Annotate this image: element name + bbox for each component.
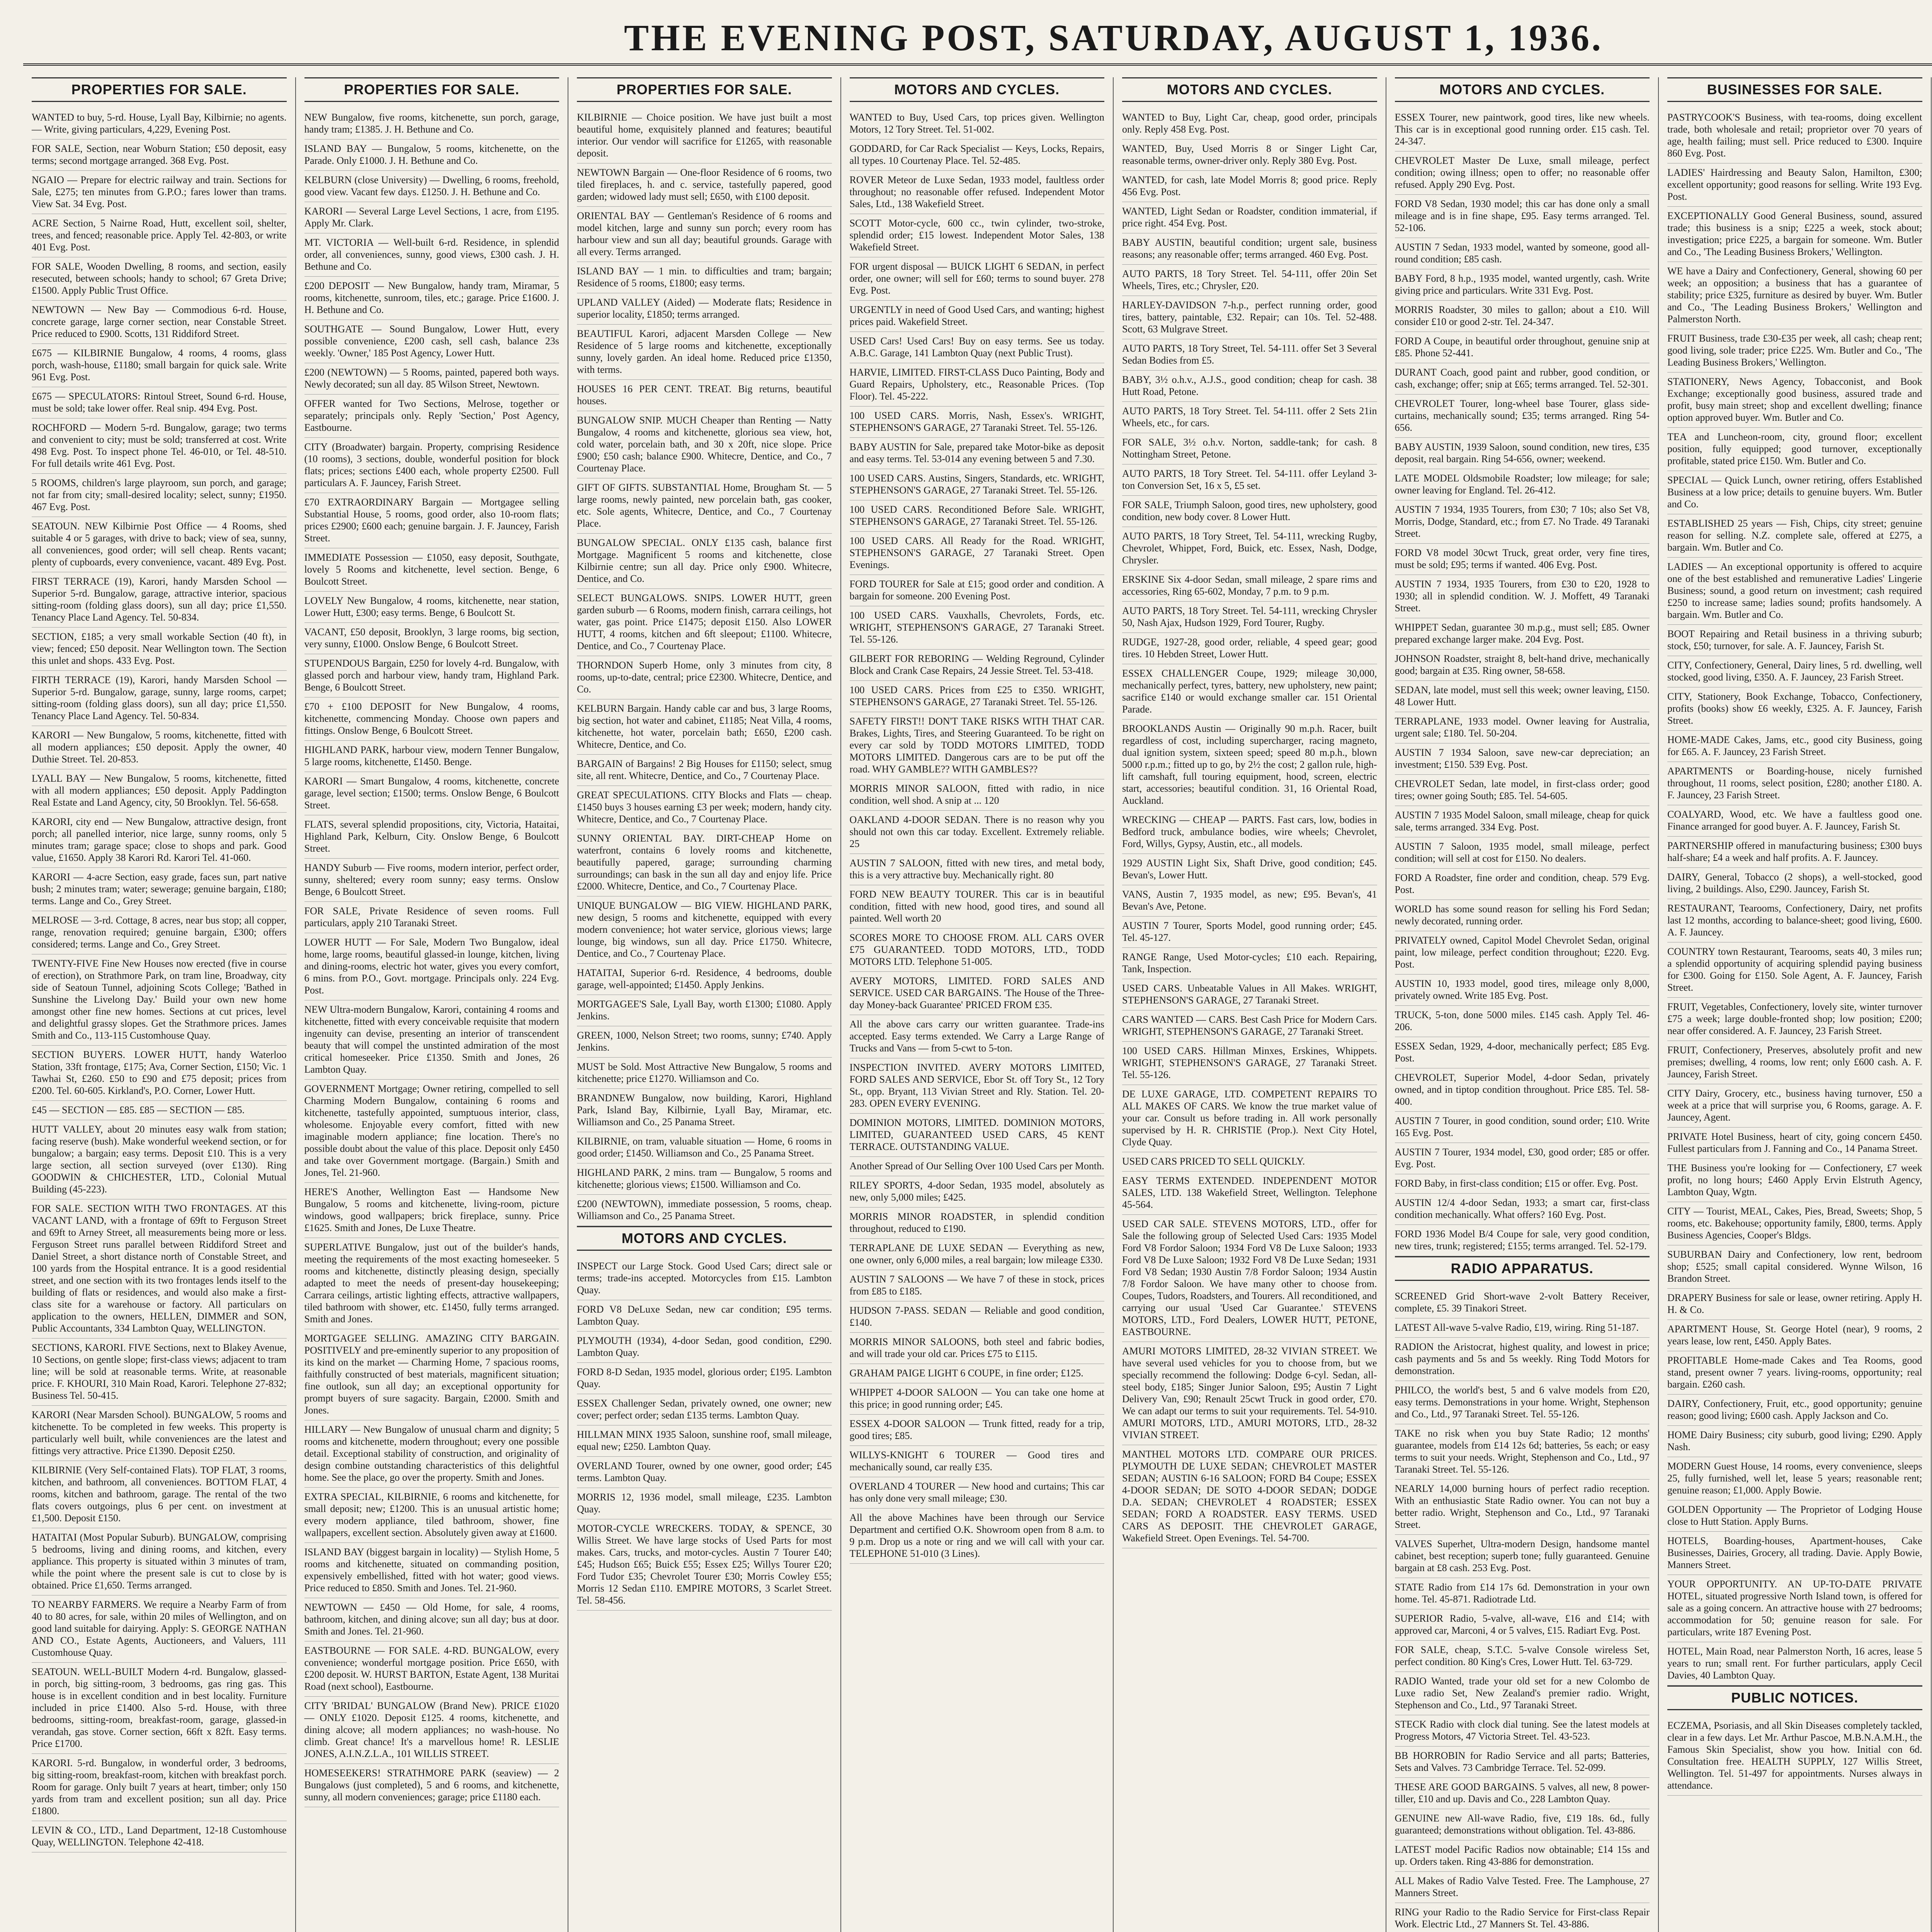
classified-ad: Another Spread of Our Selling Over 100 Used Cars per Month. — [850, 1157, 1105, 1176]
classified-ad: VACANT, £50 deposit, Brooklyn, 3 large rooms, big section, very sunny, £1000. Onslow Benge, 6 Boulcott Street. — [304, 623, 560, 654]
classified-ad: HUDSON 7-PASS. SEDAN — Reliable and good condition, £140. — [850, 1301, 1105, 1333]
classified-ad: WORLD has some sound reason for selling his Ford Sedan; newly decorated, running order. — [1395, 900, 1650, 931]
classified-ad: FORD 8-D Sedan, 1935 model, glorious order; £195. Lambton Quay. — [577, 1363, 832, 1394]
classified-ad: HILLMAN MINX 1935 Saloon, sunshine roof, small mileage, equal new; £250. Lambton Quay. — [577, 1425, 832, 1457]
classified-ad: £675 — KILBIRNIE Bungalow, 4 rooms, 4 rooms, glass porch, wash-house, £1180; small bargain for quick sale. Write 961 Evg. Post. — [32, 344, 287, 387]
classified-ad: TAKE no risk when you buy State Radio; 12 months' guarantee, models from £14 12s 6d; batteries, 5s each; or easy terms to suit your needs. Wright, Stephenson and Co., Ltd., 97 Taranaki Street. Tel. 55-126. — [1395, 1424, 1650, 1480]
classified-ad: AMURI MOTORS LIMITED, 28-32 VIVIAN STREET. We have several used vehicles for you to choose from, but we specially recommend the following: Dodge 6-cyl. Sedan, all-steel body, £185; Singer Junior Saloon, £95; Austin 7 Light Delivery Van, £90; Renault 25cwt Truck in good order, £70. We can adapt our terms to suit your requirements. Tel. 54-910. AMURI MOTORS, LTD., AMURI MOTORS, LTD., 28-32 VIVIAN STREET. — [1122, 1342, 1377, 1445]
classified-ad: FOR SALE, Triumph Saloon, good tires, new upholstery, good condition, new body cover. 8 Lower Hutt. — [1122, 496, 1377, 527]
classified-ad: JOHNSON Roadster, straight 8, belt-hand drive, mechanically good; bargain at £35. Ring owner, 58-658. — [1395, 650, 1650, 681]
classified-ad: UPLAND VALLEY (Aided) — Moderate flats; Residence in superior locality, £1850; terms arranged. — [577, 293, 832, 325]
classified-ad: BABY AUSTIN for Sale, prepared take Motor-bike as deposit and easy terms. Tel. 53-014 any evening between 5 and 7.30. — [850, 438, 1105, 469]
classified-ad: £675 — SPECULATORS: Rintoul Street, Sound 6-rd. House, must be sold; take lower offer. Real snip. 494 Evg. Post. — [32, 387, 287, 418]
classified-ad: All the above cars carry our written guarantee. Trade-ins accepted. Easy terms extended. We Carry a Large Range of Trucks and Vans — from 5-cwt to 5-ton. — [850, 1015, 1105, 1058]
classified-ad: TO NEARBY FARMERS. We require a Nearby Farm of from 40 to 80 acres, for sale, within 20 miles of Wellington, and on good land suitable for dairying. Apply: S. GEORGE NATHAN AND CO., Estate Agents, Auctioneers, and Valuers, 111 Customhouse Quay. — [32, 1595, 287, 1663]
classified-ad: CITY Dairy, Grocery, etc., business having turnover, £50 a week at a price that will surprise you, 6 Rooms, garage. A. F. Jauncey, Agent. — [1667, 1084, 1922, 1128]
classified-ad: FORD A Coupe, in beautiful order throughout, genuine snip at £85. Phone 52-441. — [1395, 332, 1650, 363]
classified-ad: WANTED to buy, 5-rd. House, Lyall Bay, Kilbirnie; no agents. — Write, giving particulars, 4,229, Evening Post. — [32, 108, 287, 139]
classified-ad: LADIES — An exceptional opportunity is offered to acquire one of the best established and remunerative Ladies' Lingerie Business; sound, a good return on investment; cash required £250 to increase same; ladies sound; profits handsomely. A bargain. Wm. Butler and Co. — [1667, 558, 1922, 625]
classified-ad: SEATOUN. NEW Kilbirnie Post Office — 4 Rooms, shed suitable 4 or 5 garages, with drive to back; view of sea, sunny, all conveniences, good order; will sell cheap. Rents vacant; plenty of cupboards, every convenience, vacant. 489 Evg. Post. — [32, 517, 287, 572]
classified-ad: MUST be Sold. Most Attractive New Bungalow, 5 rooms and kitchenette; price £1270. Williamson and Co. — [577, 1058, 832, 1089]
classified-ad: NEWTOWN — New Bay — Commodious 6-rd. House, concrete garage, large corner section, near Constable Street. Price reduced to £900. Scotts, 131 Riddiford Street. — [32, 301, 287, 344]
classified-ad: HIGHLAND PARK, harbour view, modern Tenner Bungalow, 5 large rooms, kitchenette, £1450. Benge. — [304, 741, 560, 772]
classified-ad: SUPERLATIVE Bungalow, just out of the builder's hands, meeting the requirements of the most exacting homeseeker. 5 rooms and kitchenette, distinctly pleasing design, specially adapted to meet the needs of present-day housekeeping; Carrara ceilings, artistic lighting effects, attractive wallpapers, tiled bathroom with shower, etc. £1450, fully terms arranged. Smith and Jones. — [304, 1238, 560, 1329]
classified-ad: DAIRY, Confectionery, Fruit, etc., good opportunity; genuine reason; good living; £600 cash. Apply Jackson and Co. — [1667, 1395, 1922, 1426]
classified-ad: ERSKINE Six 4-door Sedan, small mileage, 2 spare rims and accessories, Ring 65-602, Monday, 7 p.m. to 9 p.m. — [1122, 570, 1377, 602]
classified-ad: BB HORROBIN for Radio Service and all parts; Batteries, Sets and Valves. 73 Cambridge Terrace. Tel. 52-099. — [1395, 1747, 1650, 1778]
classified-ad: BRANDNEW Bungalow, now building, Karori, Highland Park, Island Bay, Kilbirnie, Lyall Bay, Miramar, etc. Williamson and Co., 25 Panama Street. — [577, 1089, 832, 1132]
classified-ad: BARGAIN of Bargains! 2 Big Houses for £1150; select, smug site, all rent. Whitecre, Dentice, and Co., 7 Courtenay Place. — [577, 755, 832, 786]
classified-ad: AUSTIN 7 SALOON, fitted with new tires, and metal body, this is a very attractive buy. Mechanically right. 80 — [850, 854, 1105, 885]
classified-ad: HARVIE, LIMITED. FIRST-CLASS Duco Painting, Body and Guard Repairs, Upholstery, etc., Reasonable Prices. (Top Floor). Tel. 45-222. — [850, 363, 1105, 406]
classified-ad: BROOKLANDS Austin — Originally 90 m.p.h. Racer, built regardless of cost, including supercharger, racing magneto, dual ignition system, sixteen speed; speed 80 m.p.h., blown 5000 r.p.m.; fitted up to go, by 2½ the cost; 2 gallon rule, high-lift camshaft, full touring equipment, hood, screen, electric start, accessories; beautiful condition. 31, 16 Oriental Road, Auckland. — [1122, 719, 1377, 811]
classified-ad: 100 USED CARS. Vauxhalls, Chevrolets, Fords, etc. WRIGHT, STEPHENSON'S GARAGE, 27 Taranaki Street. Tel. 55-126. — [850, 606, 1105, 650]
column-5 — [1114, 77, 1386, 1932]
classified-ad: ROVER Meteor de Luxe Sedan, 1933 model, faultless order throughout; no reasonable offer refused. Independent Motor Sales, Ltd., 138 Wakefield Street. — [850, 171, 1105, 214]
classified-ad: HOME-MADE Cakes, Jams, etc., good city Business, going for £65. A. F. Jauncey, 23 Farish Street. — [1667, 731, 1922, 762]
classified-ad: FOR SALE, Wooden Dwelling, 8 rooms, and section, easily resecuted, between schools; handy to school; 67 Greta Drive; £1500. Apply Public Trust Office. — [32, 257, 287, 301]
classified-ad: CHEVROLET Master De Luxe, small mileage, perfect condition; owing illness; open to offer; no reasonable offer refused. Apply 290 Evg. Post. — [1395, 151, 1650, 195]
classified-ad: WANTED, Light Sedan or Roadster, condition immaterial, if price right. 454 Evg. Post. — [1122, 202, 1377, 233]
section-heading: MOTORS AND CYCLES. — [1122, 77, 1377, 102]
classified-ad: GRAHAM PAIGE LIGHT 6 COUPE, in fine order; £125. — [850, 1364, 1105, 1383]
classified-ad: TEA and Luncheon-room, city, ground floor; excellent position, fully equipped; good turnover, exceptionally profitable, stated price £150. Wm. Butler and Co. — [1667, 428, 1922, 471]
classified-ad: BABY AUSTIN, beautiful condition; urgent sale, business reasons; any reasonable offer; terms arranged. 460 Evg. Post. — [1122, 233, 1377, 265]
classified-ad: KELBURN (close University) — Dwelling, 6 rooms, freehold, good view. Vacant few days. £1250. J. H. Bethune and Co. — [304, 171, 560, 202]
classified-ad: BUNGALOW SPECIAL. ONLY £135 cash, balance first Mortgage. Magnificent 5 rooms and kitchenette, close Kilbirnie centre; sun all day. Price only £900. Whitecre, Dentice, and Co. — [577, 534, 832, 589]
classified-ad: CITY (Broadwater) bargain. Property, comprising Residence (10 rooms), 3 sections, double, wonderful position for block flats; prices; sections £400 each, whole property £2500. Full particulars A. F. Jauncey, Farish Street. — [304, 438, 560, 493]
classified-ad: DAIRY, General, Tobacco (2 shops), a well-stocked, good living, 2 buildings. Also, £290. Jauncey, Farish St. — [1667, 868, 1922, 899]
classified-ad: ESTABLISHED 25 years — Fish, Chips, city street; genuine reason for selling. N.Z. complete sale, offered at £275, a bargain. Wm. Butler and Co. — [1667, 514, 1922, 558]
classified-ad: LEVIN & CO., LTD., Land Department, 12-18 Customhouse Quay, WELLINGTON. Telephone 42-418. — [32, 1821, 287, 1852]
classified-ad: HOTELS, Boarding-houses, Apartment-houses, Cake Businesses, Dairies, Grocery, all trading. Davie. Apply Bowie, Manners Street. — [1667, 1532, 1922, 1575]
classified-ad: AUSTIN 7 1934, 1935 Tourers, from £30 to £20, 1928 to 1930; all in splendid condition. W. J. Moffett, 49 Taranaki Street. — [1395, 575, 1650, 618]
classified-ad: RUDGE, 1927-28, good order, reliable, 4 speed gear; good tires. 10 Hebden Street, Lower Hutt. — [1122, 633, 1377, 664]
classified-ad: DURANT Coach, good paint and rubber, good condition, or cash, exchange; offer; snip at £65; terms arranged. Tel. 52-301. — [1395, 363, 1650, 395]
classified-ad: TERRAPLANE DE LUXE SEDAN — Everything as new, one owner, only 6,000 miles, a real bargain; low mileage £330. — [850, 1239, 1105, 1270]
classified-ad: WILLYS-KNIGHT 6 TOURER — Good tires and mechanically sound, car really £35. — [850, 1446, 1105, 1477]
classified-ad: SEDAN, late model, must sell this week; owner leaving, £150. 48 Lower Hutt. — [1395, 681, 1650, 712]
classified-ad: LADIES' Hairdressing and Beauty Salon, Hamilton, £300; excellent opportunity; good reasons for selling. Write 193 Evg. Post. — [1667, 163, 1922, 207]
classified-ad: BABY AUSTIN, 1939 Saloon, sound condition, new tires, £35 deposit, real bargain. Ring 54-656, owner; weekend. — [1395, 438, 1650, 469]
classified-ad: GOVERNMENT Mortgage; Owner retiring, compelled to sell Charming Modern Bungalow, containing 6 rooms and kitchenette, tastefully appointed, sumptuous interior, class, wholesome. Enjoyable every comfort, fitted with new imaginable modern appliance; fine location. There's no possible doubt about the value of this place. Deposit only £450 and take over Government mortgage. (Bargain.) Smith and Jones, Tel. 21-960. — [304, 1080, 560, 1183]
classified-ad: BOOT Repairing and Retail business in a thriving suburb; stock, £50; turnover, for sale. A. F. Jauncey, Farish St. — [1667, 625, 1922, 656]
classified-ad: £200 (NEWTOWN) — 5 Rooms, painted, papered both ways. Newly decorated; sun all day. 85 Wilson Street, Newtown. — [304, 363, 560, 395]
classified-ad: SCORES MORE TO CHOOSE FROM. ALL CARS OVER £75 GUARANTEED. TODD MOTORS, LTD., TODD MOTORS LTD. Telephone 51-005. — [850, 929, 1105, 972]
classified-ad: CHEVROLET, Superior Model, 4-door Sedan, privately owned, and in tiptop condition throughout. Price £85. Tel. 58-400. — [1395, 1068, 1650, 1112]
classified-ad: ESSEX Sedan, 1929, 4-door, mechanically perfect; £85 Evg. Post. — [1395, 1037, 1650, 1068]
classified-ad: KILBIRNIE, on tram, valuable situation — Home, 6 rooms in good order; £1450. Williamson and Co., 25 Panama Street. — [577, 1132, 832, 1163]
classified-ad: CHEVROLET Sedan, late model, in first-class order; good tires; owner going South; £85. Tel. 54-605. — [1395, 775, 1650, 806]
classified-ad: SUNNY ORIENTAL BAY. DIRT-CHEAP Home on waterfront, contains 6 lovely rooms and kitchenette, beautifully papered, garage; surrounding charming surroundings; can bask in the sun all day and enjoy life. Price £2000. Whitecre, Dentice, and Co., 7 Courtenay Place. — [577, 829, 832, 896]
classified-ad: NEARLY 14,000 burning hours of perfect radio reception. With an enthusiastic State Radio owner. You can not buy a better radio. Wright, Stephenson and Co., Ltd., 97 Taranaki Street. — [1395, 1480, 1650, 1535]
classified-ad: AUSTIN 7 Saloon, 1935 model, small mileage, perfect condition; will sell at cost for £150. No dealers. — [1395, 837, 1650, 869]
classified-ad: RESTAURANT, Tearooms, Confectionery, Dairy, net profits last 12 months, according to balance-sheet; good living, £600. A. F. Jauncey. — [1667, 899, 1922, 942]
classified-ad: RING your Radio to the Radio Service for First-class Repair Work. Electric Ltd., 27 Manners St. Tel. 43-886. — [1395, 1903, 1650, 1932]
classified-ad: KARORI — Smart Bungalow, 4 rooms, kitchenette, concrete garage, level section; £1500; terms. Onslow Benge, 6 Boulcott Street. — [304, 772, 560, 815]
classified-ad: FOR urgent disposal — BUICK LIGHT 6 SEDAN, in perfect order, one owner; will sell for £60; terms to sound buyer. 278 Evg. Post. — [850, 257, 1105, 301]
classified-ad: HARLEY-DAVIDSON 7-h.p., perfect running order, good tires, battery, paintable, £32. Repair; can 10s. Tel. 52-488. Scott, 63 Mulgrave Street. — [1122, 296, 1377, 339]
classified-ad: TRUCK, 5-ton, done 5000 miles. £145 cash. Apply Tel. 46-206. — [1395, 1006, 1650, 1037]
classified-ad: FRUIT, Vegetables, Confectionery, lovely site, winter turnover £75 a week; large double-fronted shop; low position; £200; near offer considered. A. F. Jauncey, 23 Farish Street. — [1667, 998, 1922, 1041]
classified-ad: PLYMOUTH (1934), 4-door Sedan, good condition, £290. Lambton Quay. — [577, 1332, 832, 1363]
classified-ad: WANTED to Buy, Light Car, cheap, good order, principals only. Reply 458 Evg. Post. — [1122, 108, 1377, 139]
classified-ad: FORD Baby, in first-class condition; £15 or offer. Evg. Post. — [1395, 1174, 1650, 1194]
classified-ad: FORD A Roadster, fine order and condition, cheap. 579 Evg. Post. — [1395, 869, 1650, 900]
classified-ad: FORD V8 DeLuxe Sedan, new car condition; £95 terms. Lambton Quay. — [577, 1300, 832, 1332]
classified-ad: FOR SALE. SECTION WITH TWO FRONTAGES. AT this VACANT LAND, with a frontage of 69ft to Ferguson Street and 69ft to Arney Street, all measurements being more or less. Ferguson Street runs parallel between Riddiford Street and Daniel Street, a short distance north of Constable Street, and 100 yards from the Hospital entrance. It is a good residential street, and one section with its two frontages lends itself to the building of flats or residences, and would also make a first-class site for a warehouse or factory. All particulars on application to the owners, HELLEN, DIMMER and SON, Public Accountants, 334 Lambton Quay, WELLINGTON. — [32, 1199, 287, 1338]
classified-ad: KARORI — New Bungalow, 5 rooms, kitchenette, fitted with all modern appliances; £50 deposit. Apply the owner, 40 Duthie Street. Tel. 20-853. — [32, 726, 287, 769]
classified-ad: MORRIS 12, 1936 model, small mileage, £235. Lambton Quay. — [577, 1488, 832, 1519]
classified-ad: ESSEX Tourer, new paintwork, good tires, like new wheels. This car is in exceptional good running order. £15 cash. Tel. 24-347. — [1395, 108, 1650, 151]
classified-ad: All the above Machines have been through our Service Department and certified O.K. Showroom open from 8 a.m. to 9 p.m. Drop us a note or ring and we will call with your car. TELEPHONE 51-010 (3 Lines). — [850, 1509, 1105, 1564]
column-1 — [23, 77, 296, 1932]
classified-ad: NEWTOWN — £450 — Old Home, for sale, 4 rooms, bathroom, kitchen, and dining alcove; sun all day; bus at door. Smith and Jones. Tel. 21-960. — [304, 1598, 560, 1641]
classified-ad: HERE'S Another, Wellington East — Handsome New Bungalow, 5 rooms and kitchenette, living-room, picture windows, good wallpapers; brick fireplace, sunny. Price £1625. Smith and Jones, De Luxe Theatre. — [304, 1183, 560, 1238]
classified-ad: DRAPERY Business for sale or lease, owner retiring. Apply H. H. & Co. — [1667, 1289, 1922, 1320]
classified-ad: INSPECTION INVITED. AVERY MOTORS LIMITED, FORD SALES AND SERVICE, Ebor St. off Tory St., 12 Tory St., opp. Bryant, 113 Vivian Street and Rly. Station. Tel. 20-283. OPEN EVERY EVENING. — [850, 1058, 1105, 1114]
section-heading: RADIO APPARATUS. — [1395, 1256, 1650, 1281]
classified-ad: WHIPPET 4-DOOR SALOON — You can take one home at this price; in good running order; £45. — [850, 1383, 1105, 1415]
classified-ad: HOME Dairy Business; city suburb, good living; £290. Apply Nash. — [1667, 1426, 1922, 1457]
classified-ad: KARORI (Near Marsden School). BUNGALOW, 5 rooms and kitchenette. To be completed in few weeks. This property is particularly well built, while conveniences are the latest and fittings very attractive. Price £1390. Deposit £250. — [32, 1406, 287, 1461]
classified-ad: INSPECT our Large Stock. Good Used Cars; direct sale or terms; trade-ins accepted. Motorcycles from £15. Lambton Quay. — [577, 1257, 832, 1300]
classified-ad: USED CAR SALE. STEVENS MOTORS, LTD., offer for Sale the following group of Selected Used Cars: 1935 Model Ford V8 Fordor Saloon; 1934 Ford V8 De Luxe Saloon; 1933 Ford V8 De Luxe Saloon; 1932 Ford V8 De Luxe Sedan; 1931 Ford V8 Sedan; 1930 Austin 7/8 Fordor Saloon; 1934 Austin 7/8 Fordor Saloon. We have many other to choose from. Coupes, Tudors, Roadsters, and Tourers. All reconditioned, and carrying our usual 'Used Car Guarantee.' STEVENS MOTORS, LTD., Ford Dealers, LOWER HUTT, PETONE, EASTBOURNE. — [1122, 1215, 1377, 1342]
section-heading: MOTORS AND CYCLES. — [577, 1226, 832, 1251]
classified-ad: FIRST TERRACE (19), Karori, handy Marsden School — Superior 5-rd. Bungalow, garage, attractive interior, spacious sitting-room (folding glass doors), sun all day; price £1,550. Tenancy Place Land Agency. Tel. 50-834. — [32, 572, 287, 628]
classified-ad: FIRTH TERRACE (19), Karori, handy Marsden School — Superior 5-rd. Bungalow, garage, sunny, large rooms, carpet; sitting-room (folding glass doors), sun all day; price £1,550. Tenancy Place Land Agency. Tel. 50-834. — [32, 671, 287, 726]
classified-ad: KARORI — Several Large Level Sections, 1 acre, from £195. Apply Mr. Clark. — [304, 202, 560, 233]
classified-ad: THORNDON Superb Home, only 3 minutes from city, 8 rooms, up-to-date, central; price £2300. Whitecre, Dentice, and Co. — [577, 656, 832, 699]
classified-ad: OVERLAND 4 TOURER — New hood and curtains; This car has only done very small mileage; £30. — [850, 1477, 1105, 1509]
classified-ad: DOMINION MOTORS, LIMITED. DOMINION MOTORS, LIMITED, GUARANTEED USED CARS, 45 KENT TERRACE. OUTSTANDING VALUE. — [850, 1114, 1105, 1157]
classified-ad: AUTO PARTS, 18 Tory Street. Tel. 54-111. offer Leyland 3-ton Conversion Set, 16 x 5, £5 set. — [1122, 464, 1377, 496]
classified-ad: WANTED to Buy, Used Cars, top prices given. Wellington Motors, 12 Tory Street. Tel. 51-002. — [850, 108, 1105, 139]
classified-ad: APARTMENT House, St. George Hotel (near), 9 rooms, 2 years lease, low rent, £450. Apply Bates. — [1667, 1320, 1922, 1351]
classified-ad: STECK Radio with clock dial tuning. See the latest models at Progress Motors, 47 Victoria Street. Tel. 43-523. — [1395, 1715, 1650, 1747]
classified-ad: FOR SALE, 3½ o.h.v. Norton, saddle-tank; for cash. 8 Nottingham Street, Petone. — [1122, 433, 1377, 464]
classified-ad: COALYARD, Wood, etc. We have a faultless good one. Finance arranged for good buyer. A. F. Jauncey, Farish St. — [1667, 805, 1922, 837]
classified-ad: PARTNERSHIP offered in manufacturing business; £300 buys half-share; £4 a week and half profits. A. F. Jauncey. — [1667, 837, 1922, 868]
classified-ad: PROFITABLE Home-made Cakes and Tea Rooms, good stand, present owner 7 years. living-rooms, opportunity; real bargain. £260 cash. — [1667, 1351, 1922, 1395]
classified-ad: CARS WANTED — CARS. Best Cash Price for Modern Cars. WRIGHT, STEPHENSON'S GARAGE, 27 Taranaki Street. — [1122, 1010, 1377, 1042]
classified-ad: LOVELY New Bungalow, 4 rooms, kitchenette, near station, Lower Hutt, £300; easy terms. Benge, 6 Boulcott St. — [304, 592, 560, 623]
classified-ad: GIFT OF GIFTS. SUBSTANTIAL Home, Brougham St. — 5 large rooms, newly painted, new porcelain bath, gas cooker, etc. Sole agents, Whitecre, Dentice, and Co., 7 Courtenay Place. — [577, 478, 832, 534]
classified-ad: AUSTIN 7 1934, 1935 Tourers, from £30; 7 10s; also Set V8, Morris, Dodge, Standard, etc.; from £7. No Trade. 49 Taranaki Street. — [1395, 500, 1650, 544]
classified-ad: HOMESEEKERS! STRATHMORE PARK (seaview) — 2 Bungalows (just completed), 5 and 6 rooms, and kitchenette, sunny, all modern conveniences; garage; price £1180 each. — [304, 1764, 560, 1807]
classified-ad: USED Cars! Used Cars! Buy on easy terms. See us today. A.B.C. Garage, 141 Lambton Quay (next Public Trust). — [850, 332, 1105, 363]
classified-ad: ORIENTAL BAY — Gentleman's Residence of 6 rooms and model kitchen, large and sunny sun porch; every room has harbour view and sun all day; beautiful grounds. Garage with all every. Terms arranged. — [577, 207, 832, 262]
classified-ad: PRIVATELY owned, Capitol Model Chevrolet Sedan, original paint, low mileage, perfect condition throughout; £220. Evg. Post. — [1395, 931, 1650, 975]
classified-ad: DE LUXE GARAGE, LTD. COMPETENT REPAIRS TO ALL MAKES OF CARS. We know the true market value of your car. Consult us before trading in. All work personally supervised by H. R. CHRISTIE (Prop.). Next City Hotel, Clyde Quay. — [1122, 1085, 1377, 1152]
classified-ad: RILEY SPORTS, 4-door Sedan, 1935 model, absolutely as new, only 5,000 miles; £425. — [850, 1176, 1105, 1208]
section-heading: MOTORS AND CYCLES. — [850, 77, 1105, 102]
classified-ad: GILBERT FOR REBORING — Welding Reground, Cylinder Block and Crank Case Repairs, 24 Jessie Street. Tel. 53-418. — [850, 650, 1105, 681]
classified-ad: LOWER HUTT — For Sale, Modern Two Bungalow, ideal home, large rooms, beautiful glassed-in lounge, kitchen, living and dining-rooms, electric hot water, gives you every comfort, 6 mins. from P.O., Govt. mortgage. Principals only. 224 Evg. Post. — [304, 933, 560, 1000]
classified-ad: VALVES Superhet, Ultra-modern Design, handsome mantel cabinet, best reception; superb tone; fully guaranteed. Genuine bargain at £8 cash. 253 Evg. Post. — [1395, 1535, 1650, 1578]
classified-ad: FRUIT, Confectionery, Preserves, absolutely profit and new premises; dwelling, 4 rooms, low rent; only £600 cash. A. F. Jauncey, Farish Street. — [1667, 1041, 1922, 1084]
classified-ad: MORRIS Roadster, 30 miles to gallon; about a £10. Will consider £10 or good 2-str. Tel. 24-347. — [1395, 301, 1650, 332]
classified-ad: AUSTIN 7 Tourer, in good condition, sound order; £10. Write 165 Evg. Post. — [1395, 1112, 1650, 1143]
classified-ad: VANS, Austin 7, 1935 model, as new; £95. Bevan's, 41 Bevan's Ave, Petone. — [1122, 885, 1377, 917]
classified-ad: CITY, Confectionery, General, Dairy lines, 5 rd. dwelling, well stocked, good living, £350. A. F. Jauncey, 23 Farish Street. — [1667, 656, 1922, 687]
classified-ad: BUNGALOW SNIP. MUCH Cheaper than Renting — Natty Bungalow, 4 rooms and kitchenette, glorious sea view, hot, cold water, porcelain bath, and 30 x 20ft, nice slope. Price £900; £50 cash; balance £900. Whitecre, Dentice, and Co., 7 Courtenay Place. — [577, 411, 832, 478]
classified-ad: 100 USED CARS. Hillman Minxes, Erskines, Whippets. WRIGHT, STEPHENSON'S GARAGE, 27 Taranaki Street. Tel. 55-126. — [1122, 1042, 1377, 1085]
section-heading: BUSINESSES FOR SALE. — [1667, 77, 1922, 102]
classified-ad: ECZEMA, Psoriasis, and all Skin Diseases completely tackled, clear in a few days. Let Mr. Arthur Pascoe, M.B.N.A.M.H., the Famous Skin Specialist, show you how. Initial con 6d. Consultation free. HEALTH SUPPLY, 127 Willis Street, Wellington. Tel. 51-497 for appointments. Nurses always in attendance. — [1667, 1716, 1922, 1796]
classified-ad: £200 DEPOSIT — New Bungalow, handy tram, Miramar, 5 rooms, kitchenette, sunroom, tiles, etc.; garage. Price £1600. J. H. Bethune and Co. — [304, 277, 560, 320]
classified-ad: MORRIS MINOR SALOONS, both steel and fabric bodies, and will trade your old car. Prices £75 to £115. — [850, 1333, 1105, 1364]
classified-ad: 100 USED CARS. Austins, Singers, Standards, etc. WRIGHT, STEPHENSON'S GARAGE, 27 Taranaki Street. Tel. 55-126. — [850, 469, 1105, 500]
classified-ad: ALL Makes of Radio Valve Tested. Free. The Lamphouse, 27 Manners Street. — [1395, 1872, 1650, 1903]
classified-ad: HATAITAI, Superior 6-rd. Residence, 4 bedrooms, double garage, well-appointed; £1450. Apply Jenkins. — [577, 964, 832, 995]
classified-ad: ROCHFORD — Modern 5-rd. Bungalow, garage; two terms and convenient to city; must be sold; transferred at cost. Write 498 Evg. Post. To inspect phone Tel. 46-010, or Tel. 48-510. For full details write 461 Evg. Post. — [32, 418, 287, 474]
classified-ad: SELECT BUNGALOWS. SNIPS. LOWER HUTT, green garden suburb — 6 Rooms, modern finish, carrara ceilings, hot water, gas point. Price £1475; deposit £150. Also LOWER HUTT, 4 rooms, kitchen and 6ft sleepout; £1100. Whitecre, Dentice, and Co., 7 Courtenay Place. — [577, 589, 832, 656]
newspaper-title: THE EVENING POST, SATURDAY, AUGUST 1, 1936. — [624, 17, 1604, 58]
classified-ad: RADION the Aristocrat, highest quality, and lowest in price; cash payments and 5s and 5s weekly. Ring Todd Motors for demonstration. — [1395, 1338, 1650, 1381]
classified-ad: STATIONERY, News Agency, Tobacconist, and Book Exchange; exceptionally good business, assured trade and profit, busy main street; shop and excellent dwelling; finance option approved buyer. Wm. Butler and Co. — [1667, 372, 1922, 428]
classified-columns — [23, 77, 1932, 1932]
classified-ad: WANTED, Buy, Used Morris 8 or Singer Light Car, reasonable terms, owner-driver only. Reply 380 Evg. Post. — [1122, 139, 1377, 171]
classified-ad: AUSTIN 7 Sedan, 1933 model, wanted by someone, good all-round condition; £85 cash. — [1395, 238, 1650, 269]
classified-ad: FORD 1936 Model B/4 Coupe for sale, very good condition, new tires, trunk; registered; £155; terms arranged. Tel. 52-179. — [1395, 1225, 1650, 1256]
classified-ad: OFFER wanted for Two Sections, Melrose, together or separately; principals only. Reply 'Section,' Post Agency, Eastbourne. — [304, 395, 560, 438]
classified-ad: ESSEX CHALLENGER Coupe, 1929; mileage 30,000, mechanically perfect, tyres, battery, new upholstery, new paint; sacrifice £140 or would exchange smaller car. 151 Oriental Parade. — [1122, 664, 1377, 719]
classified-ad: MANTHEL MOTORS LTD. COMPARE OUR PRICES. PLYMOUTH DE LUXE SEDAN; CHEVROLET MASTER SEDAN; AUSTIN 6-16 SALOON; FORD B4 Coupe; ESSEX 4-DOOR SEDAN; DE SOTO 4-DOOR SEDAN; DODGE D.A. SEDAN; CHEVROLET 4 ROADSTER; ESSEX SEDAN; FORD A ROADSTER. EASY TERMS. USED CARS AS DEPOSIT. THE CHEVROLET GARAGE, Wakefield Street. Open Evenings. Tel. 54-700. — [1122, 1445, 1377, 1548]
classified-ad: RANGE Range, Used Motor-cycles; £10 each. Repairing, Tank, Inspection. — [1122, 948, 1377, 979]
classified-ad: SOUTHGATE — Sound Bungalow, Lower Hutt, every possible convenience, £200 cash, sell cash, balance 23s weekly. 'Owner,' 185 Post Agency, Lower Hutt. — [304, 320, 560, 363]
classified-ad: SUBURBAN Dairy and Confectionery, low rent, bedroom shop; £525; small capital considered. Wynne Wilson, 16 Brandon Street. — [1667, 1245, 1922, 1289]
classified-ad: AUSTIN 7 Tourer, Sports Model, good running order; £45. Tel. 45-127. — [1122, 917, 1377, 948]
classified-ad: PASTRYCOOK'S Business, with tea-rooms, doing excellent trade, both wholesale and retail; proprietor over 70 years of age, health failing; must sell. Price reduced to £300. Inquire 860 Evg. Post. — [1667, 108, 1922, 163]
classified-ad: TWENTY-FIVE Fine New Houses now erected (five in course of erection), on Strathmore Park, on tram line, Broadway, city side of Seatoun Tunnel, adjoining Scots College; 'Bathed in Sunshine the Livelong Day.' Build your own new home amongst other fine new homes. Sections at cut prices, level and delightful grassy slopes. Get the Strathmore prices. James Smith and Co., 113-115 Customhouse Quay. — [32, 954, 287, 1046]
classified-ad: ISLAND BAY — 1 min. to difficulties and tram; bargain; Residence of 5 rooms, £1800; easy terms. — [577, 262, 832, 293]
classified-ad: MORTGAGEE'S Sale, Lyall Bay, worth £1300; £1080. Apply Jenkins. — [577, 995, 832, 1026]
classified-ad: USED CARS. Unbeatable Values in All Makes. WRIGHT, STEPHENSON'S GARAGE, 27 Taranaki Street. — [1122, 979, 1377, 1010]
classified-ad: SAFETY FIRST!! DON'T TAKE RISKS WITH THAT CAR. Brakes, Lights, Tires, and Steering Guaranteed. To be right on every car sold by TODD MOTORS LIMITED, TODD MOTORS LIMITED. Dangerous cars are to be put off the road. WHY GAMBLE?? WITH GAMBLES?? — [850, 712, 1105, 779]
classified-ad: GENUINE new All-wave Radio, five, £19 18s. 6d., fully guaranteed; demonstrations without obligation. Tel. 43-886. — [1395, 1809, 1650, 1840]
classified-ad: SECTIONS, KARORI. FIVE Sections, next to Blakey Avenue, 10 Sections, on gentle slope; first-class views; adjacent to tram line; will be sold at reasonable terms. Write, at reasonable price. F. KHOURI, 310 Main Road, Karori. Telephone 27-832; Business Tel. 50-415. — [32, 1338, 287, 1406]
masthead — [23, 12, 1932, 66]
classified-ad: NGAIO — Prepare for electric railway and train. Sections for Sale, £275; ten minutes from G.P.O.; fares lower than trams. View Sat. 34 Evg. Post. — [32, 171, 287, 214]
classified-ad: HOTEL, Main Road, near Palmerston North, 16 acres, lease 5 years to run; small rent. For further particulars, apply Cecil Davies, 40 Lambton Quay. — [1667, 1642, 1922, 1685]
classified-ad: FORD V8 model 30cwt Truck, great order, very fine tires, must be sold; £95; terms if wanted. 406 Evg. Post. — [1395, 544, 1650, 575]
classified-ad: UNIQUE BUNGALOW — BIG VIEW. HIGHLAND PARK, new design, 5 rooms and kitchenette, equipped with every modern convenience; hot water service, glorious views; large lounge, big windows, sun all day. Price £1750. Whitecre, Dentice, and Co., 7 Courtenay Place. — [577, 896, 832, 964]
classified-ad: HATAITAI (Most Popular Suburb). BUNGALOW, comprising 5 bedrooms, living and dining rooms, and kitchen, every appliance. This property is situated within 3 minutes of tram, while the point where the present sale is cut to close by is obtained. Price £1,650. Terms arranged. — [32, 1528, 287, 1595]
classified-ad: EXTRA SPECIAL, KILBIRNIE, 6 rooms and kitchenette, for small deposit; new; £1200. This is an unusual artistic home; every modern appliance, tiled bathroom, shower, fine wallpapers, excellent section. Absolutely given away at £1600. — [304, 1488, 560, 1543]
classified-ad: MORTGAGEE SELLING. AMAZING CITY BARGAIN. POSITIVELY and pre-eminently superior to any proposition of its kind on the market — Charming Home, 7 spacious rooms, faithfully constructed of best materials, magnificent situation; fine outlook, sun all day; an exceptional opportunity for prompt buyers of sure sagacity. Bargain, £2000. Smith and Jones. — [304, 1329, 560, 1420]
classified-ad: BABY Ford, 8 h.p., 1935 model, wanted urgently, cash. Write giving price and particulars. Write 331 Evg. Post. — [1395, 269, 1650, 301]
classified-ad: SEATOUN. WELL-BUILT Modern 4-rd. Bungalow, glassed-in porch, big sitting-room, 3 bedrooms, gas ring gas. This house is in excellent condition and in best locality. Furniture included in price £1400. Also 5-rd. House, with three bedrooms, sitting-room, breakfast-room, garage, glassed-in verandah, gas stove. Corner section, 66ft x 82ft. Easy terms. Price £1700. — [32, 1663, 287, 1754]
classified-ad: KARORI, city end — New Bungalow, attractive design, front porch; all panelled interior, nice large, sunny rooms, only 5 minutes tram; garage space; close to shops and park. Good value, £1650. Apply 38 Karori Rd. Karori Tel. 41-060. — [32, 813, 287, 868]
classified-ad: FORD NEW BEAUTY TOURER. This car is in beautiful condition, fitted with new hood, good tires, and sound all painted. Well worth 20 — [850, 885, 1105, 929]
section-heading: PROPERTIES FOR SALE. — [32, 77, 287, 102]
classified-ad: AUSTIN 10, 1933 model, good tires, mileage only 8,000, privately owned. Write 185 Evg. Post. — [1395, 975, 1650, 1006]
classified-ad: STUPENDOUS Bargain, £250 for lovely 4-rd. Bungalow, with glassed porch and harbour view, handy tram, Highland Park. Benge, 6 Boulcott Street. — [304, 654, 560, 697]
classified-ad: LYALL BAY — New Bungalow, 5 rooms, kitchenette, fitted with all modern appliances; £50 deposit. Apply Paddington Real Estate and Land Agency, city, 50 Brooklyn. Tel. 56-658. — [32, 769, 287, 813]
classified-ad: PRIVATE Hotel Business, heart of city, going concern £450. Fullest particulars from J. Fanning and Co., 14 Panama Street. — [1667, 1128, 1922, 1159]
classified-ad: USED CARS PRICED TO SELL QUICKLY. — [1122, 1152, 1377, 1172]
classified-ad: KILBIRNIE — Choice position. We have just built a most beautiful home, exquisitely planned and features; beautiful interior. Our vendor will sacrifice for £1265, with reasonable deposit. — [577, 108, 832, 163]
section-heading: MOTORS AND CYCLES. — [1395, 77, 1650, 102]
classified-ad: LATE MODEL Oldsmobile Roadster; low mileage; for sale; owner leaving for England. Tel. 26-412. — [1395, 469, 1650, 500]
classified-ad: LATEST model Pacific Radios now obtainable; £14 15s and up. Orders taken. Ring 43-886 for demonstration. — [1395, 1840, 1650, 1872]
classified-ad: CITY — Tourist, MEAL, Cakes, Pies, Bread, Sweets; Shop, 5 rooms, etc. Bakehouse; opportunity family, £800, terms. Apply Business Agencies, Cooper's Bldgs. — [1667, 1202, 1922, 1245]
classified-ad: KARORI — 4-acre Section, easy grade, faces sun, part native bush; 2 minutes tram; water; sewerage; genuine bargain, £180; terms. Lange and Co., Grey Street. — [32, 868, 287, 911]
classified-ad: OAKLAND 4-DOOR SEDAN. There is no reason why you should not own this car today. Excellent. Extremely reliable. 25 — [850, 811, 1105, 854]
classified-ad: FOR SALE, Private Residence of seven rooms. Full particulars, apply 210 Taranaki Street. — [304, 902, 560, 933]
classified-ad: SCREENED Grid Short-wave 2-volt Battery Receiver, complete, £5. 39 Tinakori Street. — [1395, 1287, 1650, 1318]
classified-ad: CITY 'BRIDAL' BUNGALOW (Brand New). PRICE £1020 — ONLY £1020. Deposit £125. 4 rooms, kitchenette, and dining alcove; all modern appliances; no wash-house. No climb. Great chance! It's a marvellous home! R. LESLIE JONES, A.I.N.Z.L.A., 101 WILLIS STREET. — [304, 1697, 560, 1764]
classified-ad: 100 USED CARS. Morris, Nash, Essex's. WRIGHT, STEPHENSON'S GARAGE, 27 Taranaki Street. Tel. 55-126. — [850, 406, 1105, 438]
classified-ad: HANDY Suburb — Five rooms, modern interior, perfect order, sunny, sheltered; every room sunny; easy terms. Onslow Benge, 6 Boulcott Street. — [304, 859, 560, 902]
classified-ad: 5 ROOMS, children's large playroom, sun porch, and garage; not far from city; small-desired locality; select, sunny; £1950. 467 Evg. Post. — [32, 474, 287, 517]
classified-ad: HIGHLAND PARK, 2 mins. tram — Bungalow, 5 rooms and kitchenette; glorious views; £1500. Williamson and Co. — [577, 1163, 832, 1195]
column-3 — [568, 77, 841, 1932]
classified-ad: AUSTIN 7 SALOONS — We have 7 of these in stock, prices from £85 to £185. — [850, 1270, 1105, 1301]
classified-ad: WE have a Dairy and Confectionery, General, showing 60 per week; an opposition; a business that has a guarantee of stability; price £325, furniture as desired by buyer. Wm. Butler and Co., 'The Leading Business Brokers,' Wellington and Palmerston North. — [1667, 262, 1922, 329]
classified-ad: BABY, 3½ o.h.v., A.J.S., good condition; cheap for cash. 38 Hutt Road, Petone. — [1122, 371, 1377, 402]
classified-ad: THESE ARE GOOD BARGAINS. 5 valves, all new, 8 power-tiller, £10 and up. Davis and Co., 228 Lambton Quay. — [1395, 1778, 1650, 1809]
classified-ad: CITY, Stationery, Book Exchange, Tobacco, Confectionery, profits (books) show £6 weekly, £325. A. F. Jauncey, Farish Street. — [1667, 687, 1922, 731]
classified-ad: CHEVROLET Tourer, long-wheel base Tourer, glass side-curtains, mechanically sound; £35; terms arranged. Ring 54-656. — [1395, 395, 1650, 438]
classified-ad: 100 USED CARS. All Ready for the Road. WRIGHT, STEPHENSON'S GARAGE, 27 Taranaki Street. Open Evenings. — [850, 532, 1105, 575]
column-2 — [296, 77, 569, 1932]
classified-ad: IMMEDIATE Possession — £1050, easy deposit, Southgate, lovely 5 Rooms and kitchenette, level section. Benge, 6 Boulcott Street. — [304, 548, 560, 592]
column-4 — [841, 77, 1114, 1932]
classified-ad: MODERN Guest House, 14 rooms, every convenience, sleeps 25, fully furnished, well let, lease 5 years; reasonable rent; genuine reason; £1,000. Apply Bowie. — [1667, 1457, 1922, 1500]
classified-ad: MORRIS MINOR SALOON, fitted with radio, in nice condition, well shod. A snip at ... 120 — [850, 779, 1105, 811]
classified-ad: AUTO PARTS, 18 Tory Street. Tel. 54-111, wrecking Chrysler 50, Nash Ajax, Hudson 1929, Ford Tourer, Rugby. — [1122, 602, 1377, 633]
classified-ad: AUSTIN 7 1935 Model Saloon, small mileage, cheap for quick sale, terms arranged. 334 Evg. Post. — [1395, 806, 1650, 837]
classified-ad: COUNTRY town Restaurant, Tearooms, seats 40, 3 miles run; a splendid opportunity of acquiring splendid paying business for £300. Going for £150. Sole Agent, A. F. Jauncey, Farish Street. — [1667, 942, 1922, 998]
classified-ad: EASTBOURNE — FOR SALE. 4-RD. BUNGALOW, every convenience; wonderful mortgage position. Price £650, with £200 deposit. W. HURST BARTON, Estate Agent, 138 Muritai Road (next school), Eastbourne. — [304, 1641, 560, 1697]
classified-ad: MOTOR-CYCLE WRECKERS. TODAY, & SPENCE, 30 Willis Street. We have large stocks of Used Parts for most makes. Cars, trucks, and motor-cycles. Austin 7 Tourer £40; £45; Hudson £65; Buick £55; Essex £25; Willys Tourer £20; Ford Tudor £35; Chevrolet Tourer £30; Morris Cowley £55; Morris 12 Sedan £110. EMPIRE MOTORS, 3 Scarlet Street. Tel. 58-456. — [577, 1519, 832, 1611]
classified-ad: ESSEX 4-DOOR SALOON — Trunk fitted, ready for a trip, good tires; £85. — [850, 1415, 1105, 1446]
classified-ad: SECTION, £185; a very small workable Section (40 ft), in view; fenced; £50 deposit. Near Wellington town. The Section this unlet and shops. 433 Evg. Post. — [32, 628, 287, 671]
classified-ad: FLATS, several splendid propositions, city, Victoria, Hataitai, Highland Park, Kelburn, City. Onslow Benge, 6 Boulcott Street. — [304, 815, 560, 859]
classified-ad: MELROSE — 3-rd. Cottage, 8 acres, near bus stop; all copper, range, renovation required; genuine bargain, £300; offers considered; terms. Lange and Co., Grey Street. — [32, 911, 287, 954]
classified-ad: OVERLAND Tourer, owned by one owner, good order; £45 terms. Lambton Quay. — [577, 1457, 832, 1488]
classified-ad: AUSTIN 7 1934 Saloon, save new-car depreciation; an investment; £150. 539 Evg. Post. — [1395, 743, 1650, 775]
classified-ad: STATE Radio from £14 17s 6d. Demonstration in your own home. Tel. 45-871. Radiotrade Ltd. — [1395, 1578, 1650, 1609]
classified-ad: WRECKING — CHEAP — PARTS. Fast cars, low, bodies in Bedford truck, ambulance bodies, wire wheels; Chevrolet, Ford, Willys, Gypsy, Austin, etc., all models. — [1122, 811, 1377, 854]
classified-ad: RADIO Wanted, trade your old set for a new Colombo de Luxe radio Set, New Zealand's premier radio. Wright, Stephenson and Co., Ltd., 97 Taranaki Street. — [1395, 1672, 1650, 1715]
classified-ad: FORD V8 Sedan, 1930 model; this car has done only a small mileage and is in fine shape, £95. Easy terms arranged. Tel. 52-106. — [1395, 195, 1650, 238]
column-7 — [1659, 77, 1932, 1932]
classified-ad: NEW Bungalow, five rooms, kitchenette, sun porch, garage, handy tram; £1385. J. H. Bethune and Co. — [304, 108, 560, 139]
section-heading: PROPERTIES FOR SALE. — [577, 77, 832, 102]
classified-ad: WHIPPET Sedan, guarantee 30 m.p.g., must sell; £85. Owner prepared exchange larger make. 204 Evg. Post. — [1395, 618, 1650, 650]
classified-ad: HUTT VALLEY, about 20 minutes easy walk from station; facing reserve (bush). Make wonderful weekend section, or for bungalow; a bargain; easy terms. Deposit £10. This is a very large section, all section surveyed (over £130). Ring GOODWIN & CHICHESTER, LTD., Colonial Mutual Building (45-223). — [32, 1120, 287, 1199]
classified-ad: URGENTLY in need of Good Used Cars, and wanting; highest prices paid. Wakefield Street. — [850, 301, 1105, 332]
classified-ad: YOUR OPPORTUNITY. AN UP-TO-DATE PRIVATE HOTEL, situated progressive North Island town, is offered for sale as a going concern. An attractive house with 27 bedrooms; accommodation for 50; genuine reason for sale. For particulars, write 187 Evening Post. — [1667, 1575, 1922, 1642]
classified-ad: ACRE Section, 5 Nairne Road, Hutt, excellent soil, shelter, trees, and fenced; reasonable price. Apply Tel. 42-803, or write 401 Evg. Post. — [32, 214, 287, 257]
classified-ad: MORRIS MINOR ROADSTER, in splendid condition throughout, reduced to £190. — [850, 1208, 1105, 1239]
classified-ad: AUTO PARTS, 18 Tory Street, Tel. 54-111, wrecking Rugby, Chevrolet, Whippet, Ford, Buick, etc. Essex, Nash, Dodge, Chrysler. — [1122, 527, 1377, 570]
classified-ad: SUPERIOR Radio, 5-valve, all-wave, £16 and £14; with approved car, Marconi, 4 or 5 valves, £15. Radiart Evg. Post. — [1395, 1609, 1650, 1641]
classified-ad: FOR SALE, Section, near Woburn Station; £50 deposit, easy terms; second mortgage arranged. 368 Evg. Post. — [32, 139, 287, 171]
classified-ad: FOR SALE, cheap, S.T.C. 5-valve Console wireless Set, perfect condition. 80 King's Cres, Lower Hutt. Tel. 63-729. — [1395, 1641, 1650, 1672]
classified-ad: AUTO PARTS, 18 Tory Street. Tel. 54-111, offer 20in Set Wheels, Tires, etc.; Chrysler, £20. — [1122, 265, 1377, 296]
classified-ad: KELBURN Bargain. Handy cable car and bus, 3 large Rooms, big section, hot water and cabinet, £1185; Neat Villa, 4 rooms, kitchenette, hot water, porcelain bath; £650, £200 cash. Whitecre, Dentice, and Co. — [577, 699, 832, 755]
classified-ad: AUTO PARTS, 18 Tory Street. Tel. 54-111. offer 2 Sets 21in Wheels, etc., for cars. — [1122, 402, 1377, 433]
classified-ad: APARTMENTS or Boarding-house, nicely furnished throughout, 11 rooms, select position, £280; another £180. A. F. Jauncey, 23 Farish Street. — [1667, 762, 1922, 805]
classified-ad: TERRAPLANE, 1933 model. Owner leaving for Australia, urgent sale; £180. Tel. 50-204. — [1395, 712, 1650, 743]
classified-ad: AUSTIN 12/4 4-door Sedan, 1933; a smart car, first-class condition mechanically. What offers? 160 Evg. Post. — [1395, 1194, 1650, 1225]
classified-ad: HILLARY — New Bungalow of unusual charm and dignity; 5 rooms and kitchenette, modern throughout; every one possible detail. Exceptional stability of construction, and originality of design combine outstanding characteristics of this delightful home. See the place, go over the property. Smith and Jones. — [304, 1420, 560, 1488]
classified-ad: AUSTIN 7 Tourer, 1934 model, £30, good order; £85 or offer. Evg. Post. — [1395, 1143, 1650, 1174]
classified-ad: MT. VICTORIA — Well-built 6-rd. Residence, in splendid order, all conveniences, sunny, good views, £300 cash. J. H. Bethune and Co. — [304, 233, 560, 277]
classified-ad: BEAUTIFUL Karori, adjacent Marsden College — New Residence of 5 large rooms and kitchenette, exceptionally sunny, lovely garden. An ideal home. Reduced price £1350, with terms. — [577, 325, 832, 380]
classified-ad: FRUIT Business, trade £30-£35 per week, all cash; cheap rent; good living, sole trader; price £225. Wm. Butler and Co., 'The Leading Business Brokers,' Wellington. — [1667, 329, 1922, 372]
classified-ad: GODDARD, for Car Rack Specialist — Keys, Locks, Repairs, all types. 10 Courtenay Place. Tel. 52-485. — [850, 139, 1105, 171]
classified-ad: GREEN, 1000, Nelson Street; two rooms, sunny; £740. Apply Jenkins. — [577, 1026, 832, 1058]
classified-ad: ISLAND BAY — Bungalow, 5 rooms, kitchenette, on the Parade. Only £1000. J. H. Bethune and Co. — [304, 139, 560, 171]
classified-ad: 100 USED CARS. Prices from £25 to £350. WRIGHT, STEPHENSON'S GARAGE, 27 Taranaki Street. Tel. 55-126. — [850, 681, 1105, 712]
classified-ad: GOLDEN Opportunity — The Proprietor of Lodging House close to Hutt Station. Apply Burns. — [1667, 1500, 1922, 1532]
classified-ad: LATEST All-wave 5-valve Radio, £19, wiring. Ring 51-187. — [1395, 1318, 1650, 1338]
classified-ad: THE Business you're looking for — Confectionery, £7 week profit, no long hours; £460 Apply Ervin Elstruth Agency, Lambton Quay, Wgtn. — [1667, 1159, 1922, 1202]
classified-ad: SCOTT Motor-cycle, 600 cc., twin cylinder, two-stroke, splendid order; £15 lowest. Independent Motor Sales, 138 Wakefield Street. — [850, 214, 1105, 257]
classified-ad: EXCEPTIONALLY Good General Business, sound, assured trade; this business is a snip; £225 a week, stock about; investigation; price £225, a bargain for someone. Wm. Butler and Co., 'The Leading Business Brokers,' Wellington. — [1667, 207, 1922, 262]
classified-ad: NEW Ultra-modern Bungalow, Karori, containing 4 rooms and kitchenette, fitted with every conceivable requisite that modern ingenuity can devise, presenting an interior of transcendent beauty that will compel the unstinted admiration of the most critical homeseeker. Price £1350. Smith and Jones, 26 Lambton Quay. — [304, 1000, 560, 1080]
section-heading: PUBLIC NOTICES. — [1667, 1685, 1922, 1710]
classified-ad: FORD TOURER for Sale at £15; good order and condition. A bargain for someone. 200 Evening Post. — [850, 575, 1105, 606]
classified-ad: PHILCO, the world's best, 5 and 6 valve models from £20, easy terms. Demonstrations in your home. Wright, Stephenson and Co., Ltd., 97 Taranaki Street. Tel. 55-126. — [1395, 1381, 1650, 1424]
classified-ad: £45 — SECTION — £85. £85 — SECTION — £85. — [32, 1101, 287, 1120]
classified-ad: £200 (NEWTOWN), immediate possession, 5 rooms, cheap. Williamson and Co., 25 Panama Street. — [577, 1195, 832, 1226]
classified-ad: ISLAND BAY (biggest bargain in locality) — Stylish Home, 5 rooms and kitchenette, situated on commanding position, expensively embellished, fitted with hot water; good views. Price reduced to £850. Smith and Jones. Tel. 21-960. — [304, 1543, 560, 1598]
classified-ad: £70 EXTRAORDINARY Bargain — Mortgagee selling Substantial House, 5 rooms, good order, also 10-room flats; prices £2900; £600 each; genuine bargain. J. F. Jauncey, Farish Street. — [304, 493, 560, 548]
classified-ad: AVERY MOTORS, LIMITED. FORD SALES AND SERVICE. USED CAR BARGAINS. 'The House of the Three-day Money-back Guarantee' PRICED FROM £35. — [850, 972, 1105, 1015]
classified-ad: HOUSES 16 PER CENT. TREAT. Big returns, beautiful houses. — [577, 380, 832, 411]
classified-ad: NEWTOWN Bargain — One-floor Residence of 6 rooms, two tiled fireplaces, h. and c. service, tastefully papered, good garden; widowed lady must sell; £650, with £100 deposit. — [577, 163, 832, 207]
classified-ad: SPECIAL — Quick Lunch, owner retiring, offers Established Business at a low price; details to genuine buyers. Wm. Butler and Co. — [1667, 471, 1922, 514]
classified-ad: 100 USED CARS. Reconditioned Before Sale. WRIGHT, STEPHENSON'S GARAGE, 27 Taranaki Street. Tel. 55-126. — [850, 500, 1105, 532]
classified-ad: KARORI. 5-rd. Bungalow, in wonderful order, 3 bedrooms, big sitting-room, breakfast-room, kitchen with breakfast porch. Room for garage. Only built 7 years at heart, timber; only 150 yards from tram and excellent position; sun all day. Price £1800. — [32, 1754, 287, 1821]
column-6 — [1386, 77, 1659, 1932]
classified-ad: EASY TERMS EXTENDED. INDEPENDENT MOTOR SALES, LTD. 138 Wakefield Street, Wellington. Telephone 45-564. — [1122, 1172, 1377, 1215]
classified-ad: SECTION BUYERS. LOWER HUTT, handy Waterloo Station, 33ft frontage, £175; Ava, Corner Section, £150; Vic. 1 Tawhai St, £260. £50 to £90 and £75 deposit; prices from £200. Tel. 60-605. Kirkland's, P.O. Corner, Lower Hutt. — [32, 1046, 287, 1101]
classified-ad: ESSEX Challenger Sedan, privately owned, one owner; new cover; perfect order; sedan £135 terms. Lambton Quay. — [577, 1394, 832, 1425]
classified-ad: 1929 AUSTIN Light Six, Shaft Drive, good condition; £45. Bevan's, Lower Hutt. — [1122, 854, 1377, 885]
classified-ad: AUTO PARTS, 18 Tory Street, Tel. 54-111. offer Set 3 Several Sedan Bodies from £5. — [1122, 339, 1377, 371]
section-heading: PROPERTIES FOR SALE. — [304, 77, 560, 102]
classified-ad: KILBIRNIE (Very Self-contained Flats). TOP FLAT, 3 rooms, kitchen, and bathroom, all conveniences. BOTTOM FLAT, 4 rooms, kitchen and bathroom, garage. The rental of the two flats covers outgoings, plus 6 per cent. on investment at £1,500. Deposit £150. — [32, 1461, 287, 1528]
classified-ad: WANTED, for cash, late Model Morris 8; good price. Reply 456 Evg. Post. — [1122, 171, 1377, 202]
classified-ad: £70 + £100 DEPOSIT for New Bungalow, 4 rooms, kitchenette, commencing Monday. Choose own papers and fittings. Onslow Benge, 6 Boulcott Street. — [304, 697, 560, 741]
classified-ad: GREAT SPECULATIONS. CITY Blocks and Flats — cheap. £1450 buys 3 houses earning £3 per week; modern, handy city. Whitecre, Dentice, and Co., 7 Courtenay Place. — [577, 786, 832, 829]
